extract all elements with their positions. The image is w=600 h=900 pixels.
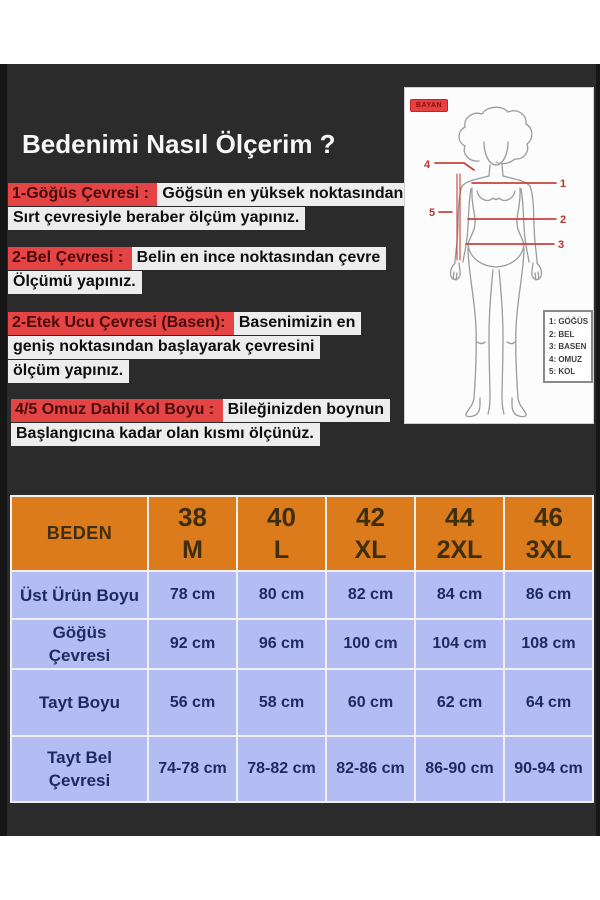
size-value-cell: 80 cm: [237, 571, 326, 619]
measurement-lines: [435, 163, 556, 260]
size-table-header-row: [11, 496, 593, 571]
size-number: 46: [534, 501, 563, 532]
legend-item-kol: 5: KOL: [549, 367, 576, 377]
instruction-line: [8, 247, 386, 270]
size-value-cell: 84 cm: [415, 571, 504, 619]
size-letter: M: [182, 535, 203, 564]
instruction-line: [8, 183, 409, 206]
instruction-text: Bileğinizden boynun: [223, 399, 390, 422]
right-leg-outer: [516, 248, 524, 398]
row-label: Üst Ürün Boyu: [11, 571, 148, 619]
table-row-tayt-bel-cevresi: [11, 736, 593, 802]
left-edge-shadow: [0, 64, 7, 836]
size-value-cell: 74-78 cm: [148, 736, 237, 802]
bayan-badge: BAYAN: [410, 99, 448, 112]
hair: [459, 107, 532, 163]
shoulders: [462, 176, 530, 186]
size-value-cell: 100 cm: [326, 619, 415, 669]
marker-3: 3: [558, 239, 565, 251]
size-letter: 3XL: [525, 535, 572, 564]
size-value-cell: 108 cm: [504, 619, 593, 669]
size-table: [10, 495, 594, 803]
right-hand: [532, 263, 542, 280]
size-value-cell: 86 cm: [504, 571, 593, 619]
size-value-cell: 92 cm: [148, 619, 237, 669]
instruction-block-waist: [8, 247, 386, 295]
instruction-block-arm: [11, 399, 390, 447]
page-title: Bedenimi Nasıl Ölçerim ?: [22, 129, 336, 159]
size-table-corner-header: BEDEN: [11, 496, 148, 571]
size-number: 42: [356, 501, 385, 532]
col-header-44-2xl: [415, 496, 504, 571]
highlight-label-hip: 2-Etek Ucu Çevresi (Basen):: [8, 312, 234, 335]
marker-5: 5: [429, 207, 436, 219]
instruction-text: Ölçümü yapınız.: [8, 271, 142, 294]
row-label: Göğüs Çevresi: [11, 619, 148, 669]
col-header-38-m: [148, 496, 237, 571]
marker-2: 2: [560, 214, 567, 226]
pelvis-line: [468, 244, 524, 267]
right-arm-outer: [530, 186, 537, 263]
instruction-text: Basenimizin en: [234, 312, 361, 335]
size-value-cell: 78-82 cm: [237, 736, 326, 802]
measurement-markers: [424, 159, 566, 251]
size-value-cell: 58 cm: [237, 669, 326, 736]
left-arm-outer: [455, 186, 462, 263]
size-value-cell: 56 cm: [148, 669, 237, 736]
instruction-line: [8, 336, 320, 359]
instruction-text: Başlangıcına kadar olan kısmı ölçünüz.: [11, 423, 320, 446]
size-value-cell: 64 cm: [504, 669, 593, 736]
size-number: 44: [445, 501, 474, 532]
table-row-gogus-cevresi: [11, 619, 593, 669]
neck: [489, 165, 503, 176]
knee-lines: [477, 342, 515, 344]
col-header-42-xl: [326, 496, 415, 571]
table-row-tayt-boyu: [11, 669, 593, 736]
instruction-block-chest: [8, 183, 409, 231]
row-label: Tayt Boyu: [11, 669, 148, 736]
highlight-label-arm: 4/5 Omuz Dahil Kol Boyu :: [11, 399, 223, 422]
size-value-cell: 104 cm: [415, 619, 504, 669]
instruction-line: [8, 207, 305, 230]
right-edge-shadow: [596, 64, 600, 836]
instruction-text: geniş noktasından başlayarak çevresini: [8, 336, 320, 359]
size-letter: XL: [354, 535, 387, 564]
row-label: Tayt Bel Çevresi: [11, 736, 148, 802]
woman-outline: [451, 107, 542, 416]
col-header-46-3xl: [504, 496, 593, 571]
legend-item-gogus: 1: GÖĞÜS: [549, 317, 589, 326]
legend-box: [543, 310, 593, 383]
size-value-cell: 96 cm: [237, 619, 326, 669]
marker-1: 1: [560, 178, 567, 190]
size-number: 38: [178, 501, 207, 532]
table-row-ust-urun-boyu: [11, 571, 593, 619]
size-letter: 2XL: [436, 535, 483, 564]
instruction-text: Belin en ince noktasından çevre: [132, 247, 387, 270]
instruction-text: ölçüm yapınız.: [8, 360, 129, 383]
left-foot: [466, 398, 480, 417]
highlight-label-chest: 1-Göğüs Çevresi :: [8, 183, 157, 206]
col-header-40-l: [237, 496, 326, 571]
legend-item-basen: 3: BASEN: [549, 342, 587, 352]
instruction-text: Sırt çevresiyle beraber ölçüm yapınız.: [8, 207, 305, 230]
size-number: 40: [267, 501, 296, 532]
bust-lines: [477, 191, 515, 200]
size-value-cell: 82-86 cm: [326, 736, 415, 802]
legend-item-bel: 2: BEL: [549, 329, 575, 339]
instruction-line: [8, 312, 361, 335]
size-value-cell: 86-90 cm: [415, 736, 504, 802]
marker-4: 4: [424, 159, 431, 171]
highlight-label-waist: 2-Bel Çevresi :: [8, 247, 132, 270]
size-value-cell: 62 cm: [415, 669, 504, 736]
instruction-text: Göğsün en yüksek noktasından: [157, 183, 409, 206]
left-leg-outer: [468, 248, 476, 398]
size-value-cell: 78 cm: [148, 571, 237, 619]
left-leg-inner: [488, 270, 493, 414]
size-value-cell: 90-94 cm: [504, 736, 593, 802]
instruction-line: [11, 423, 320, 446]
right-leg-inner: [499, 270, 504, 414]
size-value-cell: 82 cm: [326, 571, 415, 619]
size-letter: L: [273, 535, 290, 564]
right-foot: [512, 398, 526, 417]
legend-item-omuz: 4: OMUZ: [549, 354, 582, 364]
instruction-line: [8, 271, 142, 294]
instruction-line: [11, 399, 390, 422]
instruction-block-hip: [8, 312, 361, 384]
instruction-line: [8, 360, 129, 383]
shoulder-measure-line: [435, 163, 474, 170]
size-value-cell: 60 cm: [326, 669, 415, 736]
left-hand: [451, 263, 461, 280]
measurement-diagram-box: [404, 87, 594, 424]
